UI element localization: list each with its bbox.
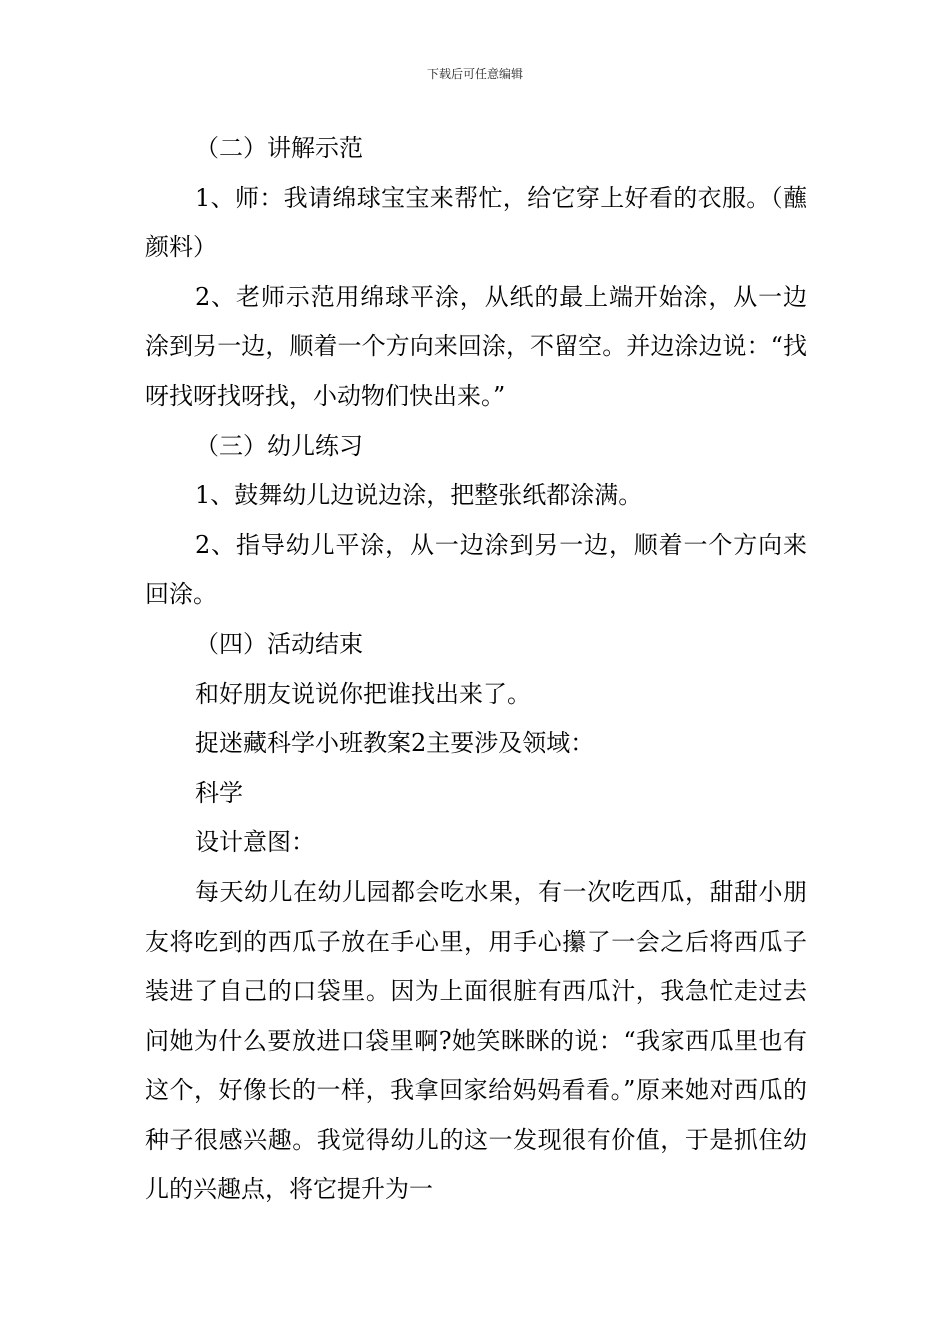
paragraph-practice-2: 2、指导幼儿平涂，从一边涂到另一边，顺着一个方向来回涂。	[145, 530, 807, 609]
paragraph-ending: 和好朋友说说你把谁找出来了。	[195, 679, 531, 708]
domain-value: 科学	[195, 778, 243, 807]
design-intent-heading: 设计意图：	[195, 828, 315, 857]
section-heading-practice: （三）幼儿练习	[195, 431, 363, 460]
paragraph-practice-1: 1、鼓舞幼儿边说边涂，把整张纸都涂满。	[195, 481, 643, 510]
design-intent-paragraph: 每天幼儿在幼儿园都会吃水果，有一次吃西瓜，甜甜小朋友将吃到的西瓜子放在手心里，用手心攥了一会之后将西瓜子装进了自己的口袋里。因为上面很脏有西瓜汁，我急忙走过去问她为什么要放进口袋里啊?她笑眯眯的说：“我家西瓜里也有这个，好像长的一样，我拿回家给妈妈看看。”原来她对西瓜的种子很感兴趣。我觉得幼儿的这一发现很有价值，于是抓住幼儿的兴趣点，将它提升为一	[145, 877, 807, 1204]
lesson-2-domain-heading: 捉迷藏科学小班教案2主要涉及领域：	[195, 729, 595, 758]
page-header-note: 下载后可任意编辑	[426, 67, 523, 81]
section-heading-ending: （四）活动结束	[195, 629, 363, 658]
section-heading-demonstration: （二）讲解示范	[195, 134, 363, 162]
paragraph-step-2: 2、老师示范用绵球平涂，从纸的最上端开始涂，从一边涂到另一边，顺着一个方向来回涂，不留空。并边涂边说：“找呀找呀找呀找，小动物们快出来。”	[145, 282, 807, 410]
paragraph-step-1: 1、师：我请绵球宝宝来帮忙，给它穿上好看的衣服。（蘸颜料）	[145, 183, 807, 262]
document-body	[145, 124, 807, 1215]
